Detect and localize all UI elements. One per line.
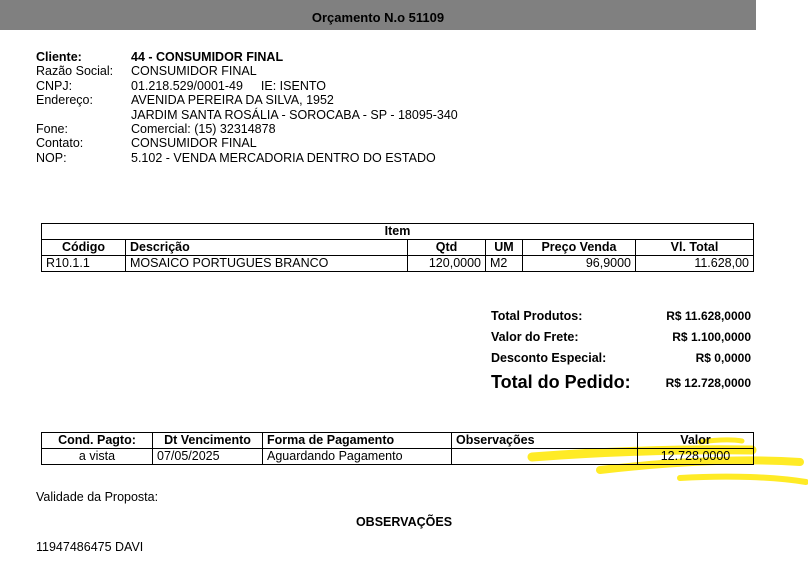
cell-vl-total: 11.628,00 xyxy=(636,256,754,272)
valor-frete-value: R$ 1.100,0000 xyxy=(672,330,751,344)
ie-value: IE: ISENTO xyxy=(260,78,326,93)
fone-label: Fone: xyxy=(36,122,68,137)
cell-descricao: MOSAICO PORTUGUES BRANCO xyxy=(126,256,408,272)
items-caption: Item xyxy=(42,224,754,240)
col-cond-pagto: Cond. Pagto: xyxy=(42,433,153,449)
validade-label: Validade da Proposta: xyxy=(36,490,159,504)
client-label: Cliente: xyxy=(36,50,82,64)
total-pedido-label: Total do Pedido: xyxy=(491,372,631,392)
nop-label: NOP: xyxy=(36,150,67,165)
contato-label: Contato: xyxy=(36,136,84,151)
desconto-label: Desconto Especial: xyxy=(491,351,607,365)
col-um: UM xyxy=(486,240,523,256)
client-value: 44 - CONSUMIDOR FINAL xyxy=(131,50,284,64)
cell-observacoes xyxy=(452,449,638,465)
endereco-line2-value: JARDIM SANTA ROSÁLIA - SOROCABA - SP - 18095-340 xyxy=(131,107,458,122)
col-valor: Valor xyxy=(638,433,754,449)
cell-valor: 12.728,0000 xyxy=(638,449,754,465)
col-forma-pagamento: Forma de Pagamento xyxy=(263,433,452,449)
cell-dt-vencimento: 07/05/2025 xyxy=(153,449,263,465)
cnpj-label: CNPJ: xyxy=(36,78,73,93)
cnpj-value: 01.218.529/0001-49 xyxy=(131,78,243,93)
total-produtos-label: Total Produtos: xyxy=(491,309,583,323)
highlight-stroke xyxy=(680,477,806,482)
col-preco-venda: Preço Venda xyxy=(523,240,636,256)
observacoes-text: 11947486475 DAVI xyxy=(36,540,144,554)
observacoes-title: OBSERVAÇÕES xyxy=(355,515,453,529)
fone-value: Comercial: (15) 32314878 xyxy=(131,122,276,137)
cell-cond-pagto: a vista xyxy=(42,449,153,465)
razao-social-value: CONSUMIDOR FINAL xyxy=(131,64,257,79)
endereco-value: AVENIDA PEREIRA DA SILVA, 1952 xyxy=(131,93,334,108)
cell-forma-pagamento: Aguardando Pagamento xyxy=(263,449,452,465)
endereco-label: Endereço: xyxy=(36,93,93,108)
col-codigo: Código xyxy=(42,240,126,256)
cell-preco-venda: 96,9000 xyxy=(523,256,636,272)
valor-frete-label: Valor do Frete: xyxy=(491,330,579,344)
cell-codigo: R10.1.1 xyxy=(42,256,126,272)
nop-value: 5.102 - VENDA MERCADORIA DENTRO DO ESTADO xyxy=(131,150,436,165)
razao-social-label: Razão Social: xyxy=(36,64,114,79)
contato-value: CONSUMIDOR FINAL xyxy=(131,136,257,151)
cell-qtd: 120,0000 xyxy=(408,256,486,272)
payment-table xyxy=(41,432,754,465)
payment-header-row xyxy=(42,433,754,449)
total-pedido-value: R$ 12.728,0000 xyxy=(665,375,751,390)
table-row xyxy=(42,449,754,465)
col-dt-vencimento: Dt Vencimento xyxy=(153,433,263,449)
col-observacoes: Observações xyxy=(452,433,638,449)
cell-um: M2 xyxy=(486,256,523,272)
document-title: Orçamento N.o 51109 xyxy=(311,9,445,25)
col-qtd: Qtd xyxy=(408,240,486,256)
desconto-value: R$ 0,0000 xyxy=(695,351,751,365)
col-descricao: Descrição xyxy=(126,240,408,256)
col-vl-total: Vl. Total xyxy=(636,240,754,256)
total-produtos-value: R$ 11.628,0000 xyxy=(666,309,751,323)
